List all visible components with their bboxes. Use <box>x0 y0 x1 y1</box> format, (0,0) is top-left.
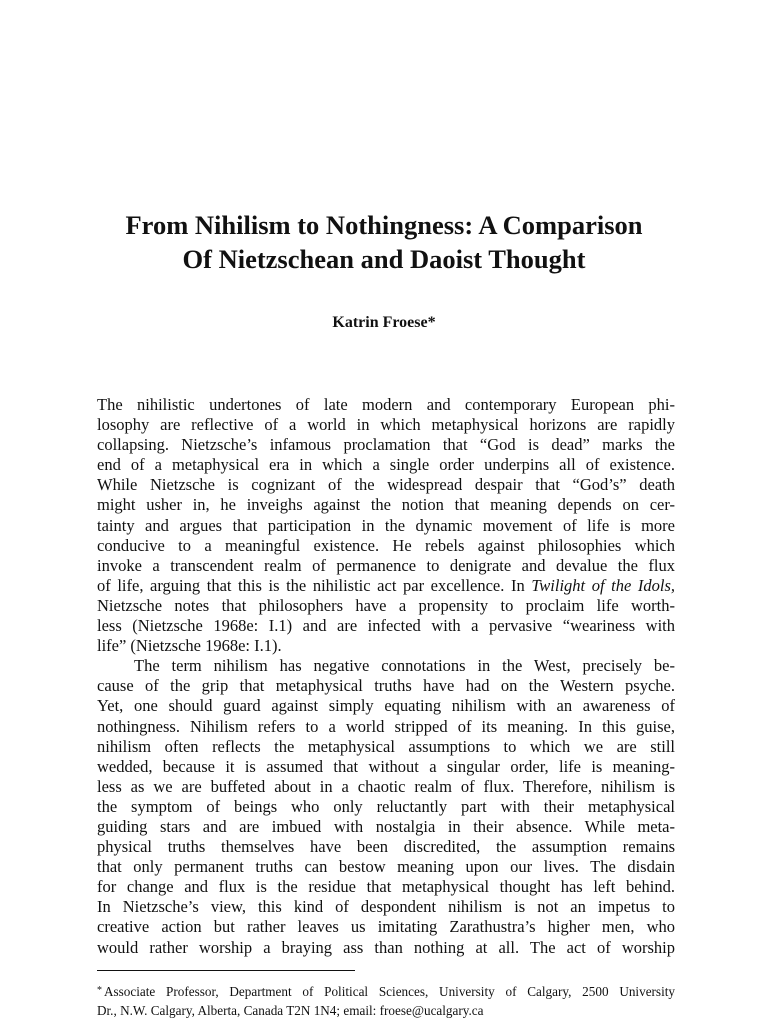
body-line: conducive to a meaningful existence. He rebels against philosophies which <box>97 535 675 555</box>
italic-book-title: Twilight of the Idols, <box>531 575 675 595</box>
footnote-line-2: Dr., N.W. Calgary, Alberta, Canada T2N 1N4; email: froese@ucalgary.ca <box>97 1003 484 1018</box>
body-line: losophy are reflective of a world in which metaphysical horizons are rapidly <box>97 415 675 435</box>
footnote <box>97 981 675 1020</box>
body-line: The nihilistic undertones of late modern and contemporary European phi- <box>97 395 675 414</box>
footnote-text-1: Associate Professor, Department of Political Sciences, University of Calgary, 2500 University <box>104 984 675 999</box>
body-line: would rather worship a braying ass than nothing at all. The act of worship <box>97 937 675 957</box>
body-line: In Nietzsche’s view, this kind of despondent nihilism is not an impetus to <box>97 897 675 917</box>
body-line: wedded, because it is assumed that without a singular order, life is meaning- <box>97 756 675 776</box>
author-name: Katrin Froese* <box>332 314 436 331</box>
body-line: Nietzsche notes that philosophers have a propensity to proclaim life worth- <box>97 595 675 615</box>
article-title-line-2: Of Nietzschean and Daoist Thought <box>182 244 586 274</box>
body-line: cause of the grip that metaphysical truths have had on the Western psyche. <box>97 676 675 696</box>
footnote-mark: * <box>97 985 102 996</box>
body-line: physical truths themselves have been discredited, the assumption remains <box>97 837 675 857</box>
body-line: the symptom of beings who only reluctantly part with their metaphysical <box>97 796 675 816</box>
body-line: While Nietzsche is cognizant of the widespread despair that “God’s” death <box>97 475 675 495</box>
body-line-paragraph-start: The term nihilism has negative connotations in the West, precisely be- <box>134 656 675 676</box>
body-line: guiding stars and are imbued with nostalgia in their absence. While meta- <box>97 816 675 836</box>
article-title <box>60 208 708 276</box>
body-line: for change and flux is the residue that metaphysical thought has left behind. <box>97 877 675 897</box>
body-line: tainty and argues that participation in the dynamic movement of life is more <box>97 515 675 535</box>
body-line-with-italic-title <box>97 576 675 596</box>
article-title-line-1: From Nihilism to Nothingness: A Comparison <box>125 210 643 240</box>
body-line: less (Nietzsche 1968e: I.1) and are infected with a pervasive “weariness with <box>97 616 675 636</box>
body-line: that only permanent truths can bestow meaning upon our lives. The disdain <box>97 857 675 877</box>
body-line: less as we are buffeted about in a chaotic realm of flux. Therefore, nihilism is <box>97 776 675 796</box>
body-line: might usher in, he inveighs against the notion that meaning depends on cer- <box>97 495 675 515</box>
body-line-paragraph-end: life” (Nietzsche 1968e: I.1). <box>97 636 282 656</box>
article-body <box>97 395 675 958</box>
body-line: end of a metaphysical era in which a single order underpins all of existence. <box>97 455 675 475</box>
body-line: nothingness. Nihilism refers to a world stripped of its meaning. In this guise, <box>97 716 675 736</box>
body-line: invoke a transcendent realm of permanence to denigrate and devalue the flux <box>97 555 675 575</box>
body-line: Yet, one should guard against simply equating nihilism with an awareness of <box>97 696 675 716</box>
body-line: collapsing. Nietzsche’s infamous proclamation that “God is dead” marks the <box>97 435 675 455</box>
body-line: nihilism often reflects the metaphysical assumptions to which we are still <box>97 736 675 756</box>
footnote-line-1 <box>97 981 675 1001</box>
body-line-text: of life, arguing that this is the nihilistic act par excellence. In <box>97 575 532 595</box>
body-line: creative action but rather leaves us imitating Zarathustra’s higher men, who <box>97 917 675 937</box>
footnote-divider <box>97 970 355 971</box>
